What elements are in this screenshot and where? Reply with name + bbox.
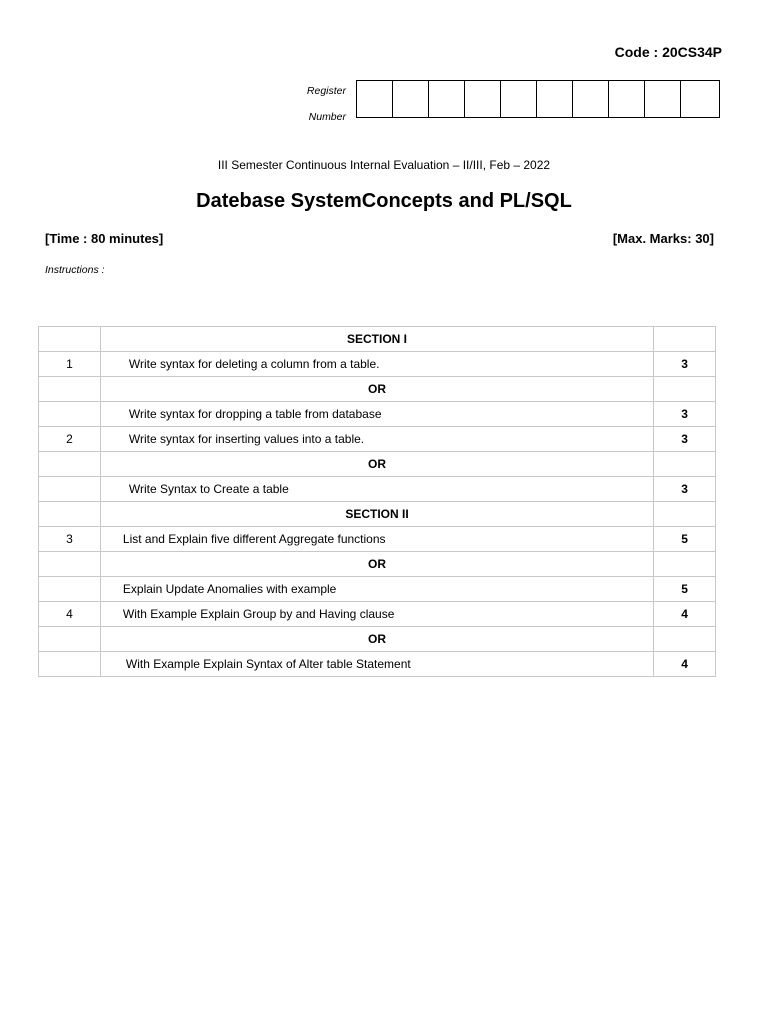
question-number <box>39 477 101 502</box>
question-number <box>39 377 101 402</box>
instructions-label: Instructions : <box>45 264 105 276</box>
table-row <box>39 652 716 677</box>
register-digit-box <box>393 81 429 117</box>
question-marks <box>654 552 716 577</box>
question-marks <box>654 627 716 652</box>
question-text: Write syntax for dropping a table from database <box>100 402 653 427</box>
question-marks <box>654 502 716 527</box>
question-text: Explain Update Anomalies with example <box>100 577 653 602</box>
question-marks: 5 <box>654 527 716 552</box>
question-marks: 4 <box>654 602 716 627</box>
question-marks: 3 <box>654 477 716 502</box>
question-number <box>39 502 101 527</box>
question-number <box>39 402 101 427</box>
question-number <box>39 627 101 652</box>
question-text: With Example Explain Group by and Having clause <box>100 602 653 627</box>
question-text: Write syntax for inserting values into a table. <box>100 427 653 452</box>
table-row <box>39 427 716 452</box>
question-marks: 4 <box>654 652 716 677</box>
exam-time: [Time : 80 minutes] <box>45 231 164 246</box>
table-row <box>39 377 716 402</box>
or-separator: OR <box>100 452 653 477</box>
question-number: 4 <box>39 602 101 627</box>
table-row <box>39 452 716 477</box>
table-row <box>39 327 716 352</box>
register-digit-box <box>645 81 681 117</box>
question-number <box>39 652 101 677</box>
question-number <box>39 577 101 602</box>
question-marks: 3 <box>654 427 716 452</box>
question-number: 1 <box>39 352 101 377</box>
register-label: Register <box>306 85 346 97</box>
question-marks: 3 <box>654 352 716 377</box>
question-table <box>38 326 716 677</box>
question-number <box>39 552 101 577</box>
table-row <box>39 352 716 377</box>
register-digit-box <box>681 81 719 117</box>
question-text: List and Explain five different Aggregate functions <box>100 527 653 552</box>
exam-title-line: III Semester Continuous Internal Evaluation – II/III, Feb – 2022 <box>217 158 551 172</box>
question-marks: 5 <box>654 577 716 602</box>
max-marks: [Max. Marks: 30] <box>612 231 714 246</box>
register-digit-box <box>429 81 465 117</box>
question-number: 3 <box>39 527 101 552</box>
register-number-label <box>290 78 346 130</box>
table-row <box>39 602 716 627</box>
register-digit-box <box>609 81 645 117</box>
or-separator: OR <box>100 552 653 577</box>
question-marks <box>654 452 716 477</box>
table-row <box>39 627 716 652</box>
table-row <box>39 577 716 602</box>
table-row <box>39 552 716 577</box>
register-digit-box <box>537 81 573 117</box>
number-label: Number <box>308 111 346 123</box>
table-row <box>39 527 716 552</box>
or-separator: OR <box>100 627 653 652</box>
question-text: Write Syntax to Create a table <box>100 477 653 502</box>
register-digit-box <box>501 81 537 117</box>
paper-code: Code : 20CS34P <box>614 44 722 60</box>
table-row <box>39 402 716 427</box>
register-number-boxes <box>356 80 720 118</box>
table-row <box>39 477 716 502</box>
register-digit-box <box>465 81 501 117</box>
question-number <box>39 452 101 477</box>
question-marks <box>654 377 716 402</box>
question-text: With Example Explain Syntax of Alter table Statement <box>100 652 653 677</box>
section-heading: SECTION II <box>100 502 653 527</box>
question-number <box>39 327 101 352</box>
table-row <box>39 502 716 527</box>
question-text: Write syntax for deleting a column from a table. <box>100 352 653 377</box>
register-digit-box <box>573 81 609 117</box>
section-heading: SECTION I <box>100 327 653 352</box>
question-marks: 3 <box>654 402 716 427</box>
register-digit-box <box>357 81 393 117</box>
subject-title: Datebase SystemConcepts and PL/SQL <box>196 190 572 212</box>
question-number: 2 <box>39 427 101 452</box>
or-separator: OR <box>100 377 653 402</box>
question-marks <box>654 327 716 352</box>
